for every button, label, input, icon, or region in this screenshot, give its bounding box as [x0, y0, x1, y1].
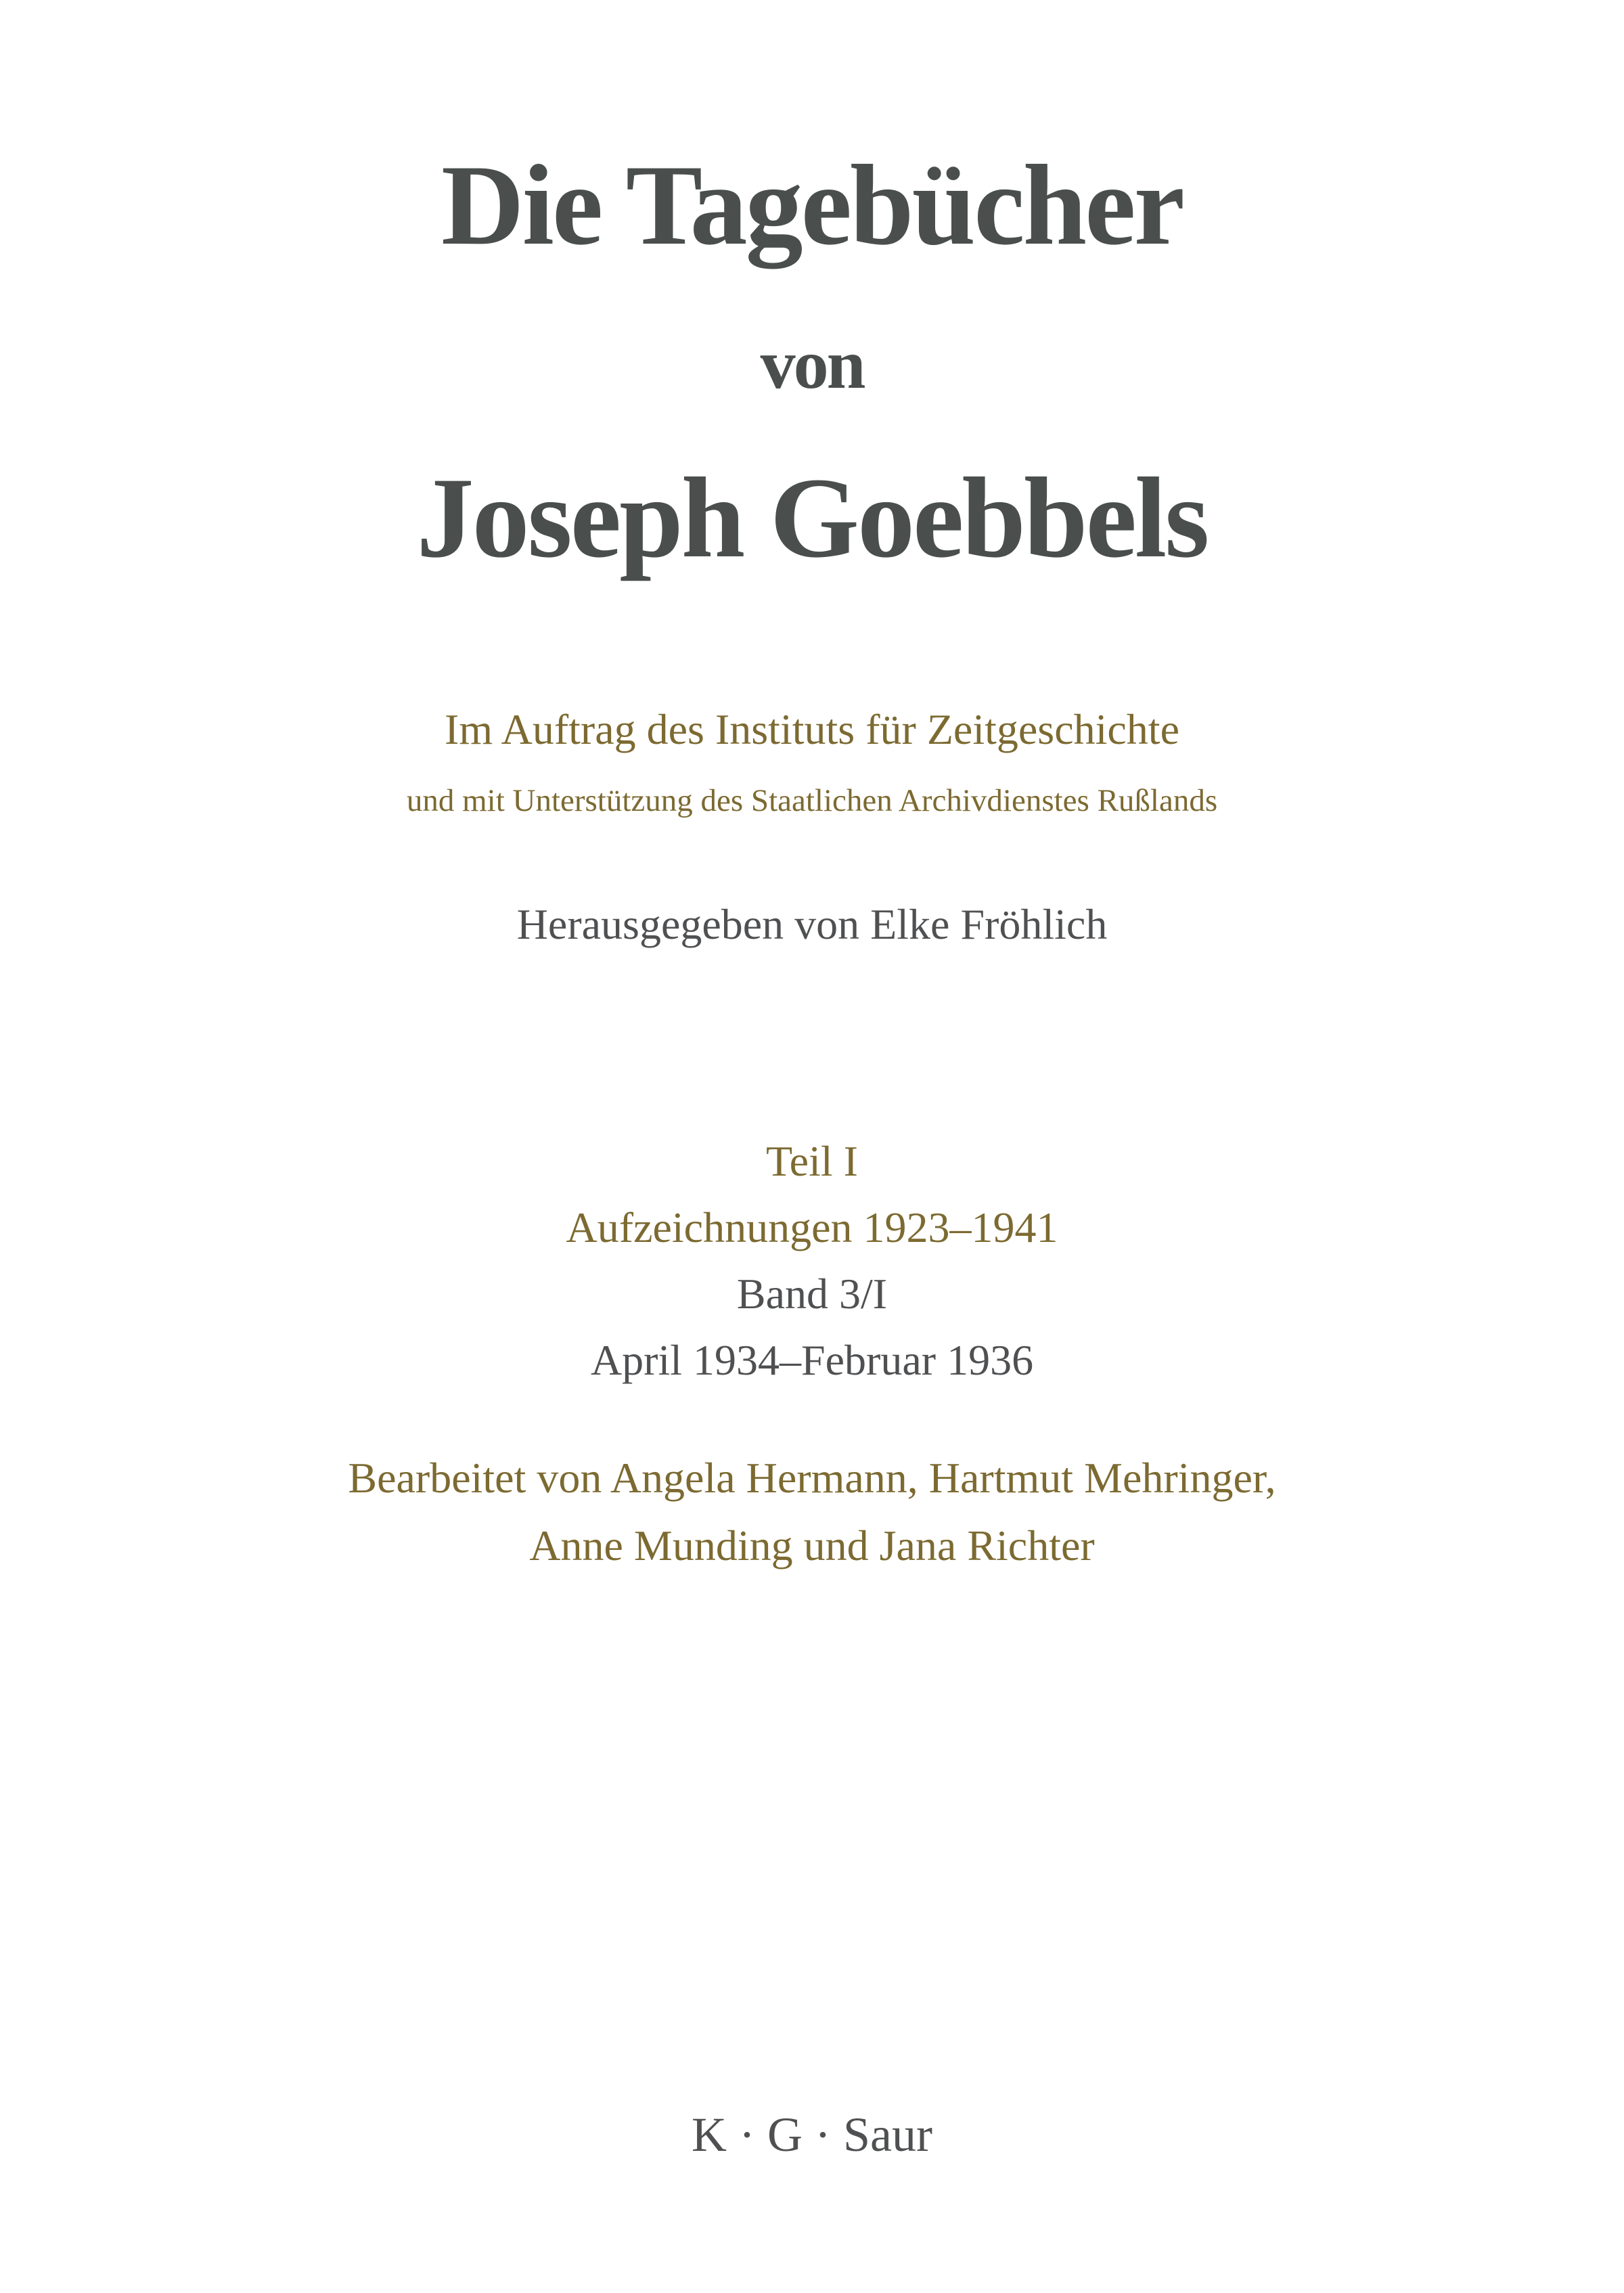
revised-by-line-2: Anne Munding und Jana Richter	[529, 1521, 1095, 1570]
volume-period: April 1934–Februar 1936	[590, 1336, 1034, 1384]
volume-records: Aufzeichnungen 1923–1941	[566, 1203, 1058, 1251]
title-line-2: von	[760, 326, 864, 403]
title-line-3: Joseph Goebbels	[416, 454, 1208, 581]
title-line-1: Die Tagebücher	[441, 141, 1183, 269]
editor-line: Herausgegeben von Elke Fröhlich	[516, 900, 1108, 948]
publisher-imprint: K · G · Saur	[692, 2108, 932, 2162]
volume-part: Teil I	[766, 1137, 858, 1185]
revised-by-line-1: Bearbeitet von Angela Hermann, Hartmut Mehringer,	[348, 1454, 1276, 1502]
commission-line-2: und mit Unterstützung des Staatlichen Archivdienstes Rußlands	[406, 783, 1218, 818]
volume-band: Band 3/I	[736, 1270, 888, 1318]
commission-line-1: Im Auftrag des Instituts für Zeitgeschichte	[445, 705, 1179, 753]
